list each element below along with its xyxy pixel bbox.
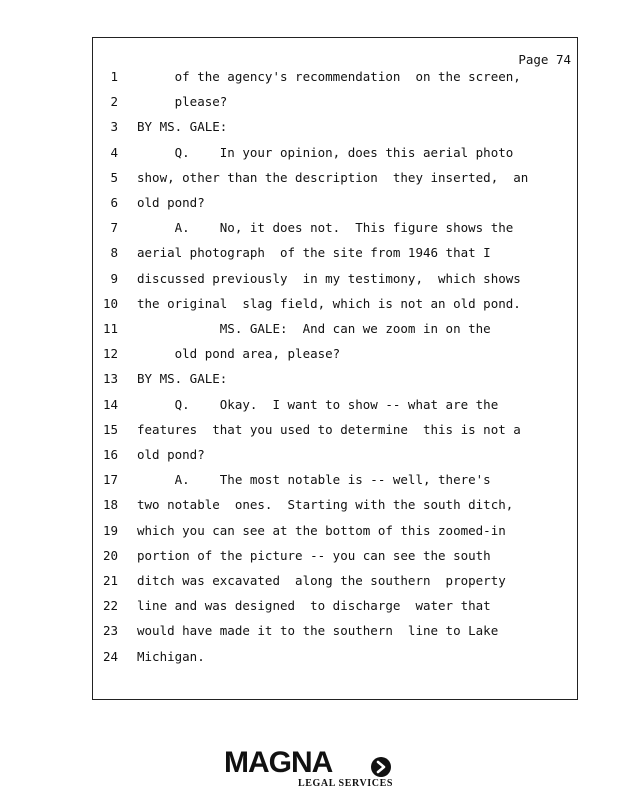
transcript-line	[93, 220, 573, 240]
transcript-line	[93, 397, 573, 417]
line-text: portion of the picture -- you can see the south	[137, 547, 491, 563]
line-text: which you can see at the bottom of this zoomed-in	[137, 522, 506, 538]
transcript-line	[93, 69, 573, 89]
line-text: please?	[137, 94, 228, 110]
line-text: of the agency's recommendation on the screen,	[137, 69, 521, 84]
line-text: Q. In your opinion, does this aerial photo	[137, 144, 514, 160]
line-number: 15	[102, 421, 118, 437]
transcript-line	[93, 271, 573, 291]
transcript-line	[93, 422, 573, 442]
line-number: 8	[110, 245, 118, 261]
line-number: 16	[102, 447, 118, 462]
transcript-line	[93, 119, 573, 139]
transcript-line	[93, 321, 573, 341]
line-number: 6	[110, 195, 118, 210]
page-number: Page 74	[518, 52, 571, 67]
transcript-line	[93, 371, 573, 391]
line-text: A. No, it does not. This figure shows the	[137, 220, 514, 236]
line-number: 5	[110, 169, 118, 185]
line-text: discussed previously in my testimony, which shows	[137, 270, 521, 286]
transcript-line	[93, 170, 573, 190]
transcript-line	[93, 195, 573, 215]
transcript-line	[93, 346, 573, 366]
line-text: features that you used to determine this is not a	[137, 421, 521, 437]
line-text: ditch was excavated along the southern property	[137, 573, 506, 588]
line-number: 12	[102, 346, 118, 362]
line-text: old pond?	[137, 447, 205, 462]
line-number: 9	[110, 270, 118, 286]
line-text: A. The most notable is -- well, there's	[137, 472, 491, 488]
line-number: 4	[110, 144, 118, 160]
transcript-line	[93, 623, 573, 643]
line-number: 14	[102, 396, 118, 412]
line-number: 18	[102, 497, 118, 513]
transcript-page	[92, 37, 578, 700]
line-number: 3	[110, 119, 118, 135]
magna-logo	[224, 745, 404, 795]
line-text: show, other than the description they inserted, an	[137, 169, 529, 185]
transcript-line	[93, 523, 573, 543]
transcript-line	[93, 548, 573, 568]
line-text: would have made it to the southern line to Lake	[137, 623, 499, 639]
line-number: 17	[102, 472, 118, 488]
line-text: BY MS. GALE:	[137, 371, 228, 387]
line-number: 23	[102, 623, 118, 639]
line-text: two notable ones. Starting with the south ditch,	[137, 497, 514, 513]
line-number: 24	[102, 648, 118, 664]
transcript-line	[93, 598, 573, 618]
transcript-line	[93, 245, 573, 265]
line-number: 13	[102, 371, 118, 387]
line-text: old pond area, please?	[137, 346, 341, 362]
line-number: 7	[110, 220, 118, 236]
transcript-line	[93, 145, 573, 165]
transcript-line	[93, 573, 573, 593]
logo-subtitle: LEGAL SERVICES	[298, 778, 394, 789]
line-text: line and was designed to discharge water that	[137, 598, 491, 614]
transcript-line	[93, 649, 573, 669]
line-text: Michigan.	[137, 648, 205, 664]
line-number: 21	[102, 573, 118, 588]
line-text: MS. GALE: And can we zoom in on the	[137, 321, 491, 336]
line-number: 2	[110, 94, 118, 110]
line-number: 11	[102, 321, 118, 336]
line-text: BY MS. GALE:	[137, 119, 228, 135]
line-text: old pond?	[137, 195, 205, 210]
line-number: 10	[102, 295, 118, 311]
chevron-right-circle-icon	[370, 756, 392, 778]
logo-wordmark: MAGNA	[224, 746, 333, 779]
line-number: 20	[102, 547, 118, 563]
line-text: aerial photograph of the site from 1946 that I	[137, 245, 491, 261]
line-text: Q. Okay. I want to show -- what are the	[137, 396, 499, 412]
line-number: 22	[102, 598, 118, 614]
transcript-line	[93, 94, 573, 114]
line-number: 19	[102, 522, 118, 538]
transcript-line	[93, 296, 573, 316]
line-text: the original slag field, which is not an old pond.	[137, 295, 521, 311]
transcript-line	[93, 447, 573, 467]
transcript-line	[93, 472, 573, 492]
line-number: 1	[110, 69, 118, 84]
transcript-line	[93, 497, 573, 517]
